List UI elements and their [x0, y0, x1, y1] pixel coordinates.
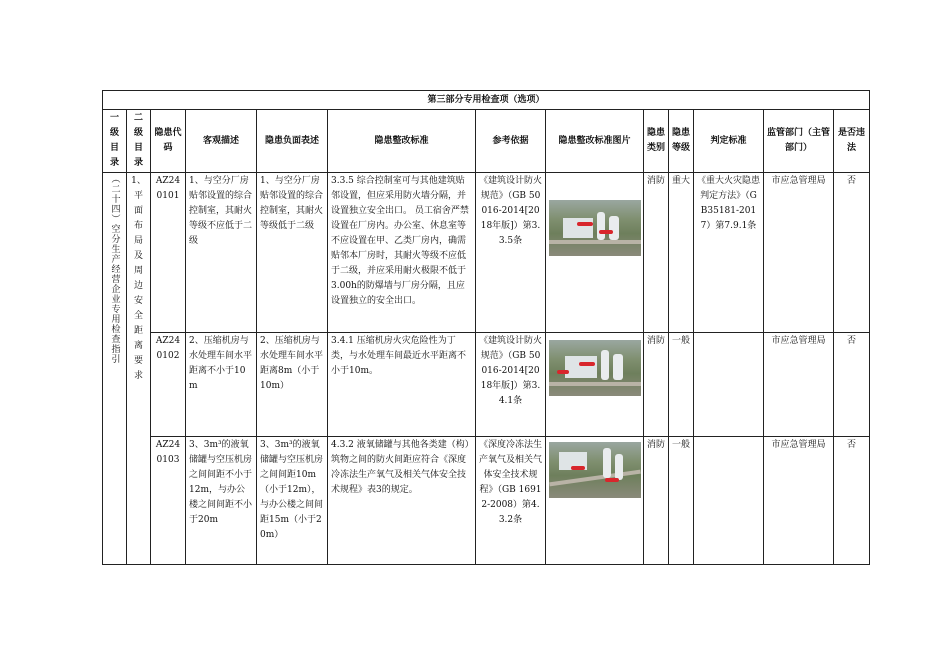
- judgement-cell: [694, 437, 764, 565]
- code-cell: AZ240102: [151, 333, 186, 437]
- table-row: [103, 173, 870, 333]
- level2-cell: 1、平面布局及周边安全距离要求: [127, 173, 151, 565]
- grade-cell: 重大: [669, 173, 694, 333]
- dept-cell: 市应急管理局: [764, 333, 834, 437]
- image-cell: [546, 437, 644, 565]
- table-row: [103, 437, 870, 565]
- standard-cell: 3.4.1 压缩机房火灾危险性为丁类，与水处理车间最近水平距离不小于10m。: [328, 333, 476, 437]
- code-cell: AZ240103: [151, 437, 186, 565]
- header-negative: 隐患负面表述: [257, 110, 328, 173]
- category-cell: 消防: [644, 437, 669, 565]
- header-reference: 参考依据: [476, 110, 546, 173]
- negative-cell: 2、压缩机房与水处理车间水平距离8m（小于10m）: [257, 333, 328, 437]
- header-level2: 二级目录: [127, 110, 151, 173]
- image-cell: [546, 173, 644, 333]
- negative-cell: 1、与空分厂房贴邻设置的综合控制室，其耐火等级低于二级: [257, 173, 328, 333]
- header-grade: 隐患等级: [669, 110, 694, 173]
- table-row: [103, 333, 870, 437]
- illegal-cell: 否: [834, 437, 870, 565]
- category-cell: 消防: [644, 333, 669, 437]
- header-judgement: 判定标准: [694, 110, 764, 173]
- standard-cell: 4.3.2 液氧储罐与其他各类建（构）筑物之间的防火间距应符合《深度冷冻法生产氧气及相关气体安全技术规程》表3的规定。: [328, 437, 476, 565]
- plant-photo-1: [549, 200, 641, 256]
- header-level1: 一级目录: [103, 110, 127, 173]
- objective-cell: 2、压缩机房与水处理车间水平距离不小于10m: [186, 333, 257, 437]
- objective-cell: 1、与空分厂房贴邻设置的综合控制室，其耐火等级不应低于二级: [186, 173, 257, 333]
- objective-cell: 3、3m³的液氧储罐与空压机房之间间距不小于12m，与办公楼之间间距不小于20m: [186, 437, 257, 565]
- judgement-cell: 《重大火灾隐患判定方法》（GB35181-2017）第7.9.1条: [694, 173, 764, 333]
- header-dept: 监管部门（主管部门）: [764, 110, 834, 173]
- reference-cell: 《建筑设计防火规范》（GB 50016-2014[2018年版]）第3.4.1条: [476, 333, 546, 437]
- header-image: 隐患整改标准图片: [546, 110, 644, 173]
- plant-photo-2: [549, 340, 641, 396]
- header-objective: 客观描述: [186, 110, 257, 173]
- dept-cell: 市应急管理局: [764, 437, 834, 565]
- reference-cell: 《深度冷冻法生产氧气及相关气体安全技术规程》（GB 16912-2008）第4.3.2条: [476, 437, 546, 565]
- illegal-cell: 否: [834, 333, 870, 437]
- plant-photo-3: [549, 442, 641, 498]
- level1-cell: [103, 173, 127, 565]
- header-category: 隐患类别: [644, 110, 669, 173]
- standard-cell: 3.3.5 综合控制室可与其他建筑贴邻设置，但应采用防火墙分隔，并设置独立安全出口。 员工宿舍严禁设置在厂房内。办公室、休息室等不应设置在甲、乙类厂房内，确需贴邻本厂房时，其耐火等级不应低于二级，并应采用耐火极限不低于3.00h的防爆墙与厂房分隔，且应设置独立的安全出口。: [328, 173, 476, 333]
- grade-cell: 一般: [669, 333, 694, 437]
- illegal-cell: 否: [834, 173, 870, 333]
- inspection-table: [102, 90, 870, 565]
- category-cell: 消防: [644, 173, 669, 333]
- header-standard: 隐患整改标准: [328, 110, 476, 173]
- level1-label: （二十四）空分生产经营企业专用检查指引: [109, 174, 120, 364]
- negative-cell: 3、3m³的液氧储罐与空压机房之间间距10m（小于12m），与办公楼之间间距15m（小于20m）: [257, 437, 328, 565]
- reference-cell: 《建筑设计防火规范》（GB 50016-2014[2018年版]）第3.3.5条: [476, 173, 546, 333]
- header-code: 隐患代码: [151, 110, 186, 173]
- judgement-cell: [694, 333, 764, 437]
- dept-cell: 市应急管理局: [764, 173, 834, 333]
- table-title: 第三部分专用检查项（选项）: [103, 91, 870, 110]
- grade-cell: 一般: [669, 437, 694, 565]
- image-cell: [546, 333, 644, 437]
- code-cell: AZ240101: [151, 173, 186, 333]
- header-illegal: 是否违法: [834, 110, 870, 173]
